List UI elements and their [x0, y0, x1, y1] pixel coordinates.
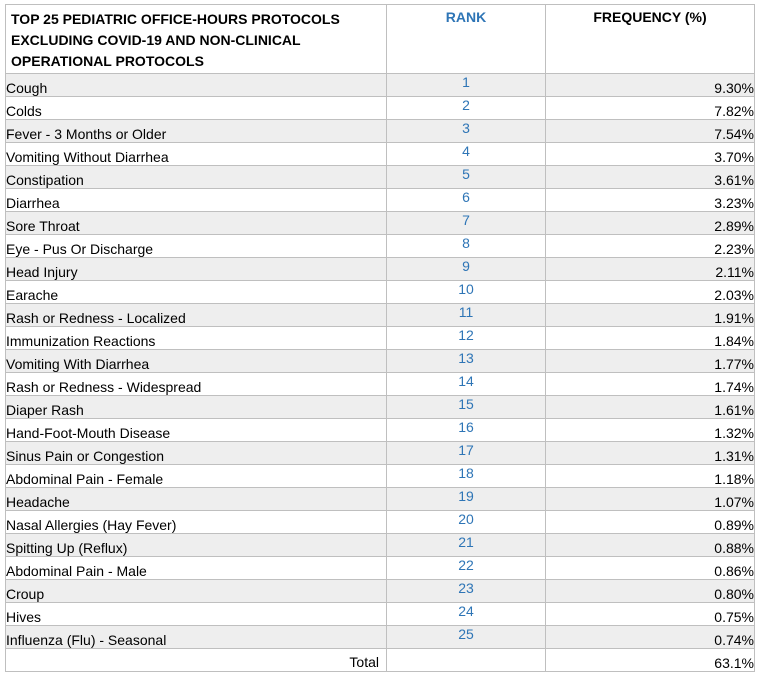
- frequency-cell: 9.30%: [546, 74, 755, 97]
- frequency-cell: 3.61%: [546, 166, 755, 189]
- table-row: [6, 235, 755, 258]
- frequency-cell: 7.54%: [546, 120, 755, 143]
- frequency-cell: 1.74%: [546, 373, 755, 396]
- table-row: [6, 511, 755, 534]
- frequency-cell: 1.61%: [546, 396, 755, 419]
- table-row: [6, 212, 755, 235]
- rank-cell: 4: [387, 143, 546, 166]
- protocol-name-cell: Fever - 3 Months or Older: [6, 120, 387, 143]
- frequency-cell: 1.32%: [546, 419, 755, 442]
- protocol-name-cell: Colds: [6, 97, 387, 120]
- table-row: [6, 373, 755, 396]
- rank-cell: 5: [387, 166, 546, 189]
- rank-cell: 23: [387, 580, 546, 603]
- table-row: [6, 419, 755, 442]
- rank-cell: 22: [387, 557, 546, 580]
- frequency-cell: 1.77%: [546, 350, 755, 373]
- table-row: [6, 327, 755, 350]
- header-rank: RANK: [387, 5, 546, 74]
- table-row: [6, 488, 755, 511]
- protocol-name-cell: Sore Throat: [6, 212, 387, 235]
- protocol-name-cell: Nasal Allergies (Hay Fever): [6, 511, 387, 534]
- table-row: [6, 304, 755, 327]
- protocol-name-cell: Head Injury: [6, 258, 387, 281]
- total-rank-empty: [387, 649, 546, 672]
- table-row: [6, 97, 755, 120]
- frequency-cell: 1.07%: [546, 488, 755, 511]
- frequency-cell: 7.82%: [546, 97, 755, 120]
- table-body: [6, 74, 755, 672]
- table-row: [6, 120, 755, 143]
- table-row: [6, 442, 755, 465]
- frequency-cell: 3.23%: [546, 189, 755, 212]
- total-frequency: 63.1%: [546, 649, 755, 672]
- protocol-name-cell: Rash or Redness - Localized: [6, 304, 387, 327]
- rank-cell: 12: [387, 327, 546, 350]
- protocol-name-cell: Croup: [6, 580, 387, 603]
- frequency-cell: 0.75%: [546, 603, 755, 626]
- table-row: [6, 580, 755, 603]
- protocol-name-cell: Cough: [6, 74, 387, 97]
- frequency-cell: 2.23%: [546, 235, 755, 258]
- protocol-name-cell: Rash or Redness - Widespread: [6, 373, 387, 396]
- rank-cell: 25: [387, 626, 546, 649]
- frequency-cell: 1.18%: [546, 465, 755, 488]
- rank-cell: 15: [387, 396, 546, 419]
- rank-cell: 3: [387, 120, 546, 143]
- frequency-cell: 3.70%: [546, 143, 755, 166]
- rank-cell: 16: [387, 419, 546, 442]
- protocol-name-cell: Abdominal Pain - Male: [6, 557, 387, 580]
- table-row: [6, 396, 755, 419]
- table-row: [6, 557, 755, 580]
- frequency-cell: 2.89%: [546, 212, 755, 235]
- frequency-cell: 1.91%: [546, 304, 755, 327]
- protocol-name-cell: Constipation: [6, 166, 387, 189]
- table-header-row: [6, 5, 755, 74]
- rank-cell: 17: [387, 442, 546, 465]
- rank-cell: 24: [387, 603, 546, 626]
- frequency-cell: 1.31%: [546, 442, 755, 465]
- rank-cell: 9: [387, 258, 546, 281]
- table-row: [6, 626, 755, 649]
- table-row: [6, 534, 755, 557]
- protocol-name-cell: Immunization Reactions: [6, 327, 387, 350]
- rank-cell: 14: [387, 373, 546, 396]
- rank-cell: 21: [387, 534, 546, 557]
- rank-cell: 11: [387, 304, 546, 327]
- table-row: [6, 258, 755, 281]
- table-row: [6, 603, 755, 626]
- rank-cell: 2: [387, 97, 546, 120]
- rank-cell: 6: [387, 189, 546, 212]
- protocol-name-cell: Earache: [6, 281, 387, 304]
- protocol-name-cell: Influenza (Flu) - Seasonal: [6, 626, 387, 649]
- protocol-name-cell: Vomiting With Diarrhea: [6, 350, 387, 373]
- frequency-cell: 0.74%: [546, 626, 755, 649]
- protocol-name-cell: Diarrhea: [6, 189, 387, 212]
- rank-cell: 8: [387, 235, 546, 258]
- protocol-name-cell: Eye - Pus Or Discharge: [6, 235, 387, 258]
- table-row: [6, 74, 755, 97]
- table-row: [6, 143, 755, 166]
- protocol-name-cell: Abdominal Pain - Female: [6, 465, 387, 488]
- protocol-frequency-table: [5, 4, 755, 672]
- table-row: [6, 281, 755, 304]
- frequency-cell: 2.11%: [546, 258, 755, 281]
- total-label: Total: [6, 649, 387, 672]
- protocol-name-cell: Sinus Pain or Congestion: [6, 442, 387, 465]
- table-row: [6, 166, 755, 189]
- header-frequency: FREQUENCY (%): [546, 5, 755, 74]
- frequency-cell: 0.80%: [546, 580, 755, 603]
- frequency-cell: 0.88%: [546, 534, 755, 557]
- protocol-name-cell: Spitting Up (Reflux): [6, 534, 387, 557]
- rank-cell: 7: [387, 212, 546, 235]
- rank-cell: 10: [387, 281, 546, 304]
- protocol-name-cell: Vomiting Without Diarrhea: [6, 143, 387, 166]
- frequency-cell: 0.86%: [546, 557, 755, 580]
- table-row: [6, 350, 755, 373]
- header-protocol: TOP 25 PEDIATRIC OFFICE-HOURS PROTOCOLS EXCLUDING COVID-19 AND NON-CLINICAL OPERATIONAL PROTOCOLS: [6, 5, 387, 74]
- table-row: [6, 189, 755, 212]
- frequency-cell: 2.03%: [546, 281, 755, 304]
- rank-cell: 19: [387, 488, 546, 511]
- protocol-name-cell: Hives: [6, 603, 387, 626]
- frequency-cell: 0.89%: [546, 511, 755, 534]
- rank-cell: 13: [387, 350, 546, 373]
- protocol-name-cell: Diaper Rash: [6, 396, 387, 419]
- total-row: [6, 649, 755, 672]
- rank-cell: 1: [387, 74, 546, 97]
- rank-cell: 18: [387, 465, 546, 488]
- table-row: [6, 465, 755, 488]
- frequency-cell: 1.84%: [546, 327, 755, 350]
- protocol-name-cell: Hand-Foot-Mouth Disease: [6, 419, 387, 442]
- rank-cell: 20: [387, 511, 546, 534]
- protocol-name-cell: Headache: [6, 488, 387, 511]
